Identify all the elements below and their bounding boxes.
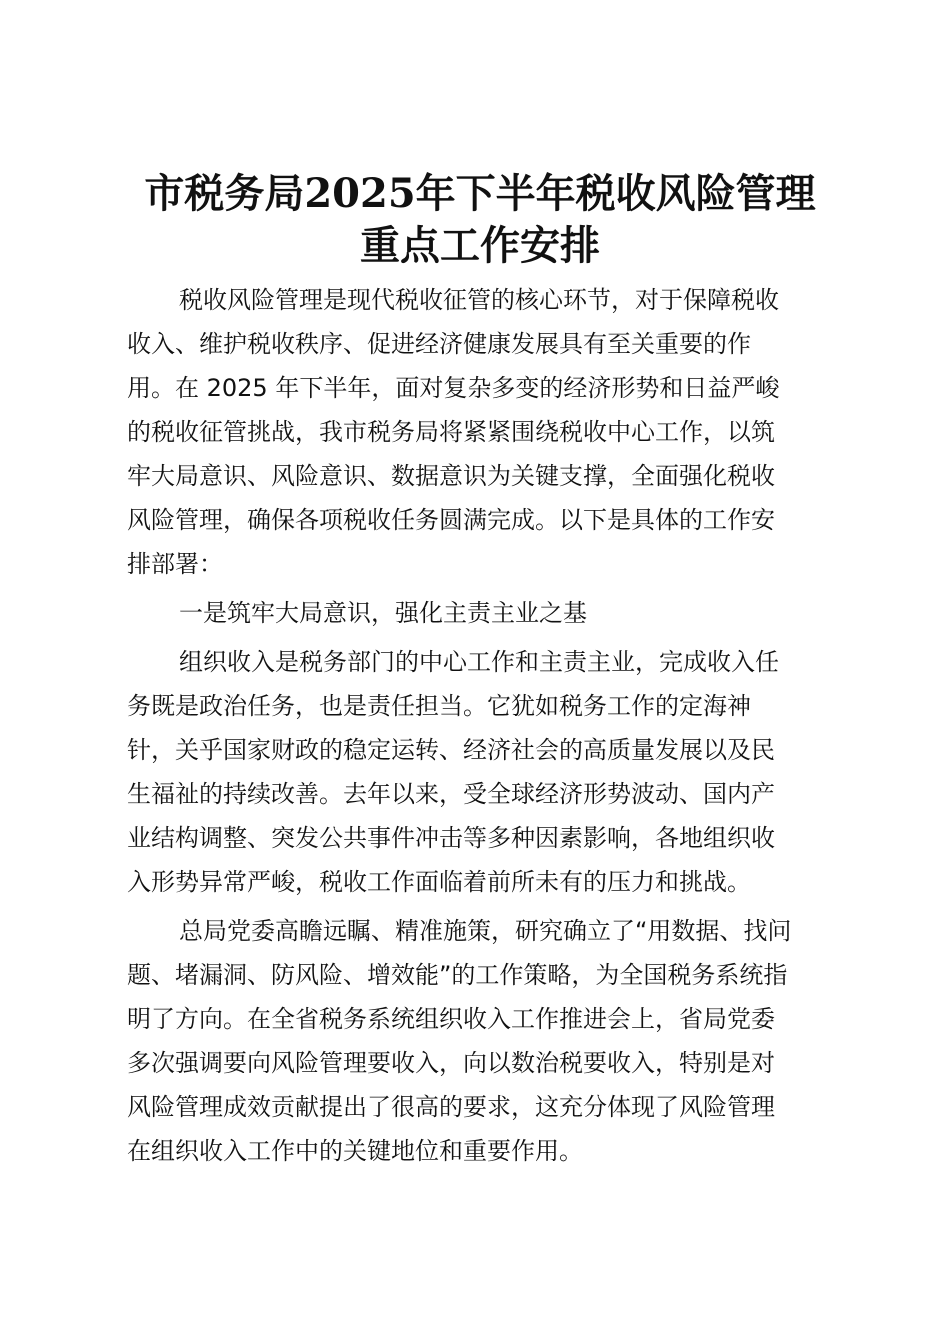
paragraph-line: 用。在 2025 年下半年，面对复杂多变的经济形势和日益严峻 (127, 374, 780, 402)
document-body (127, 278, 827, 1173)
paragraph-line: 生福祉的持续改善。去年以来，受全球经济形势波动、国内产 (127, 780, 775, 808)
paragraph-intro (127, 278, 827, 586)
paragraph-revenue (127, 640, 827, 904)
paragraph-line: 针，关乎国家财政的稳定运转、经济社会的高质量发展以及民 (127, 736, 775, 764)
title-line: 市税务局2025年下半年税收风险管理 (144, 170, 816, 217)
paragraph-line: 的税收征管挑战，我市税务局将紧紧围绕税收中心工作，以筑 (127, 418, 775, 446)
paragraph-line: 排部署： (127, 550, 223, 578)
paragraph-line: 风险管理，确保各项税收任务圆满完成。以下是具体的工作安 (127, 506, 775, 534)
paragraph-line: 入形势异常严峻，税收工作面临着前所未有的压力和挑战。 (127, 868, 751, 896)
paragraph-line: 在组织收入工作中的关键地位和重要作用。 (127, 1137, 583, 1165)
paragraph-line: 风险管理成效贡献提出了很高的要求，这充分体现了风险管理 (127, 1093, 775, 1121)
heading-line: 一是筑牢大局意识，强化主责主业之基 (179, 599, 587, 627)
paragraph-line: 务既是政治任务，也是责任担当。它犹如税务工作的定海神 (127, 692, 751, 720)
document-title (110, 168, 850, 272)
paragraph-strategy (127, 909, 827, 1173)
paragraph-line: 收入、维护税收秩序、促进经济健康发展具有至关重要的作 (127, 330, 751, 358)
paragraph-line: 明了方向。在全省税务系统组织收入工作推进会上，省局党委 (127, 1005, 775, 1033)
section-heading (127, 591, 827, 635)
paragraph-line: 题、堵漏洞、防风险、增效能”的工作策略，为全国税务系统指 (127, 961, 788, 989)
paragraph-line: 业结构调整、突发公共事件冲击等多种因素影响，各地组织收 (127, 824, 775, 852)
paragraph-line: 牢大局意识、风险意识、数据意识为关键支撑，全面强化税收 (127, 462, 775, 490)
paragraph-line: 税收风险管理是现代税收征管的核心环节，对于保障税收 (179, 286, 779, 314)
paragraph-line: 组织收入是税务部门的中心工作和主责主业，完成收入任 (179, 648, 779, 676)
paragraph-line: 多次强调要向风险管理要收入，向以数治税要收入，特别是对 (127, 1049, 775, 1077)
paragraph-line: 总局党委高瞻远瞩、精准施策，研究确立了“用数据、找问 (179, 917, 792, 945)
title-line: 重点工作安排 (360, 222, 600, 269)
